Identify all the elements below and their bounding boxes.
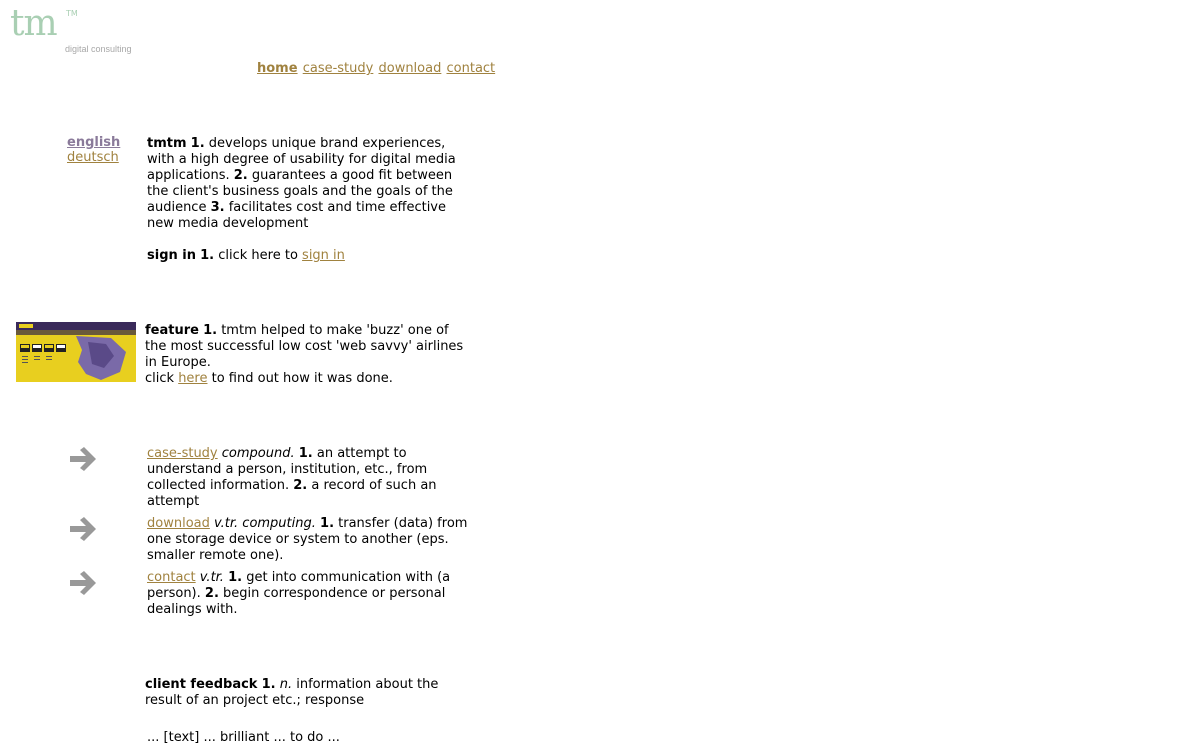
feedback-term: client feedback (145, 677, 258, 692)
num-1: 1. (190, 136, 205, 151)
trademark-symbol: TM (66, 9, 78, 18)
signin-text: click here to (214, 248, 303, 263)
case-study-definition (147, 446, 447, 510)
feedback-pos: n. (279, 677, 293, 692)
download-link[interactable]: download (147, 516, 210, 531)
nav-case-study[interactable]: case-study (302, 61, 374, 76)
buzz-feature-thumbnail[interactable] (16, 322, 136, 382)
brand-logo[interactable]: tm (10, 3, 57, 44)
feature-here-link[interactable]: here (178, 371, 208, 386)
num-1: 1. (261, 677, 276, 692)
num-3: 3. (210, 200, 225, 215)
nav-contact[interactable]: contact (446, 61, 496, 76)
num-2: 2. (293, 478, 308, 493)
intro-text-3: facilitates cost and time effective new media development (147, 200, 446, 231)
arrow-right-icon[interactable] (68, 446, 98, 472)
intro-text-2: guarantees a good fit between the client's business goals and the goals of the audience (147, 168, 453, 215)
lang-english[interactable]: english (67, 135, 121, 150)
signin-definition (147, 248, 467, 264)
feedback-quote-partial: ... [text] ... brilliant ... to do ... (147, 730, 340, 745)
contact-pos: v.tr. (199, 570, 224, 585)
signin-term: sign in (147, 248, 196, 263)
download-definition (147, 516, 477, 564)
contact-text-1: get into communication with (a person). (147, 570, 451, 601)
num-1: 1. (228, 570, 243, 585)
nav-home[interactable]: home (257, 61, 298, 76)
contact-definition (147, 570, 462, 618)
arrow-right-icon[interactable] (68, 570, 98, 596)
feature-definition (145, 323, 470, 387)
intro-text-1: develops unique brand experiences, with a high degree of usability for digital media applications. (147, 136, 456, 183)
num-2: 2. (204, 586, 219, 601)
download-text: transfer (data) from one storage device or system to another (eps. smaller remote one). (147, 516, 468, 563)
feedback-definition (145, 677, 455, 709)
num-2: 2. (233, 168, 248, 183)
feature-click-suffix: to find out how it was done. (207, 371, 393, 386)
feature-text: tmtm helped to make 'buzz' one of the most successful low cost 'web savvy' airlines in Europe. (145, 323, 464, 370)
intro-definition (147, 136, 467, 232)
case-study-pos: compound. (221, 446, 295, 461)
feature-click-prefix: click (145, 371, 179, 386)
num-1: 1. (298, 446, 313, 461)
nav-download[interactable]: download (378, 61, 442, 76)
feedback-text: information about the result of an project etc.; response (145, 677, 439, 708)
lang-deutsch[interactable]: deutsch (67, 150, 119, 165)
signin-link[interactable]: sign in (302, 248, 345, 263)
case-study-text-1: an attempt to understand a person, institution, etc., from collected information. (147, 446, 428, 493)
contact-link[interactable]: contact (147, 570, 196, 585)
case-study-link[interactable]: case-study (147, 446, 218, 461)
num-1: 1. (203, 323, 218, 338)
contact-text-2: begin correspondence or personal dealings with. (147, 586, 446, 617)
num-1: 1. (320, 516, 335, 531)
case-study-text-2: a record of such an attempt (147, 478, 437, 509)
intro-term: tmtm (147, 136, 187, 151)
arrow-right-icon[interactable] (68, 516, 98, 542)
language-switcher (67, 135, 120, 165)
num-1: 1. (200, 248, 215, 263)
feature-term: feature (145, 323, 199, 338)
download-pos: v.tr. computing. (214, 516, 316, 531)
brand-tagline: digital consulting (65, 44, 132, 54)
main-nav (257, 61, 496, 76)
